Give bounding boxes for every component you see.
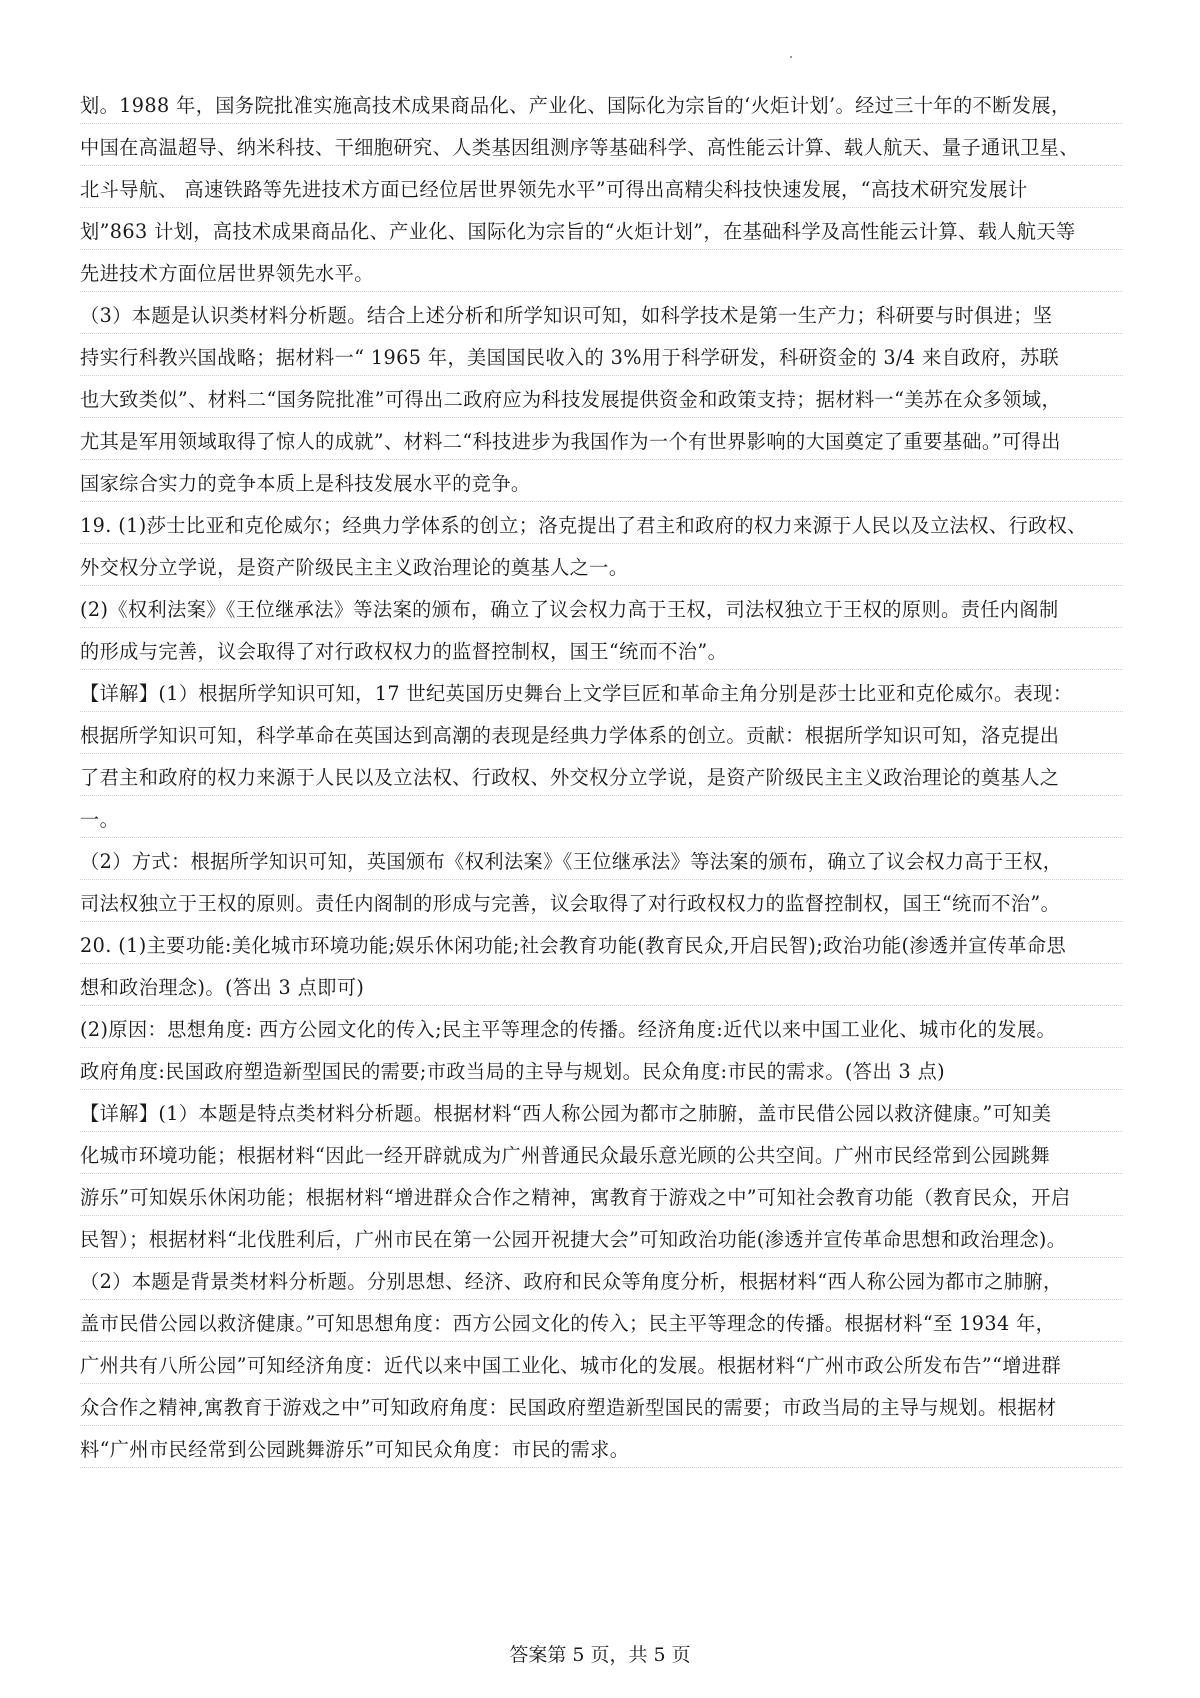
text-line: 料“广州市民经常到公园跳舞游乐”可知民众角度：市民的需求。 — [80, 1426, 1123, 1468]
text-line: 20. (1)主要功能:美化城市环境功能;娱乐休闲功能;社会教育功能(教育民众,开启民智);政治功能(渗透并宣传革命思 — [80, 922, 1123, 964]
text-line: （2）方式：根据所学知识可知，英国颁布《权利法案》《王位继承法》等法案的颁布，确立了议会权力高于王权， — [80, 838, 1123, 880]
text-line: 【详解】(1）根据所学知识可知，17 世纪英国历史舞台上文学巨匠和革命主角分别是莎士比亚和克伦威尔。表现： — [80, 670, 1123, 712]
text-line: 了君主和政府的权力来源于人民以及立法权、行政权、外交权分立学说，是资产阶级民主主义政治理论的奠基人之 — [80, 754, 1123, 796]
text-line: 的形成与完善，议会取得了对行政权权力的监督控制权，国王“统而不治”。 — [80, 628, 1123, 670]
text-line: 广州共有八所公园”可知经济角度：近代以来中国工业化、城市化的发展。根据材料“广州市政公所发布告”“增进群 — [80, 1342, 1123, 1384]
text-line: （2）本题是背景类材料分析题。分别思想、经济、政府和民众等角度分析，根据材料“西人称公园为都市之肺腑， — [80, 1258, 1123, 1300]
text-line: 政府角度:民国政府塑造新型国民的需要;市政当局的主导与规划。民众角度:市民的需求。(答出 3 点) — [80, 1048, 1123, 1090]
text-line: （3）本题是认识类材料分析题。结合上述分析和所学知识可知，如科学技术是第一生产力；科研要与时俱进；坚 — [80, 292, 1123, 334]
text-line: 外交权分立学说，是资产阶级民主主义政治理论的奠基人之一。 — [80, 544, 1123, 586]
scan-dot-mark — [790, 56, 792, 58]
text-line: 中国在高温超导、纳米科技、干细胞研究、人类基因组测序等基础科学、高性能云计算、载人航天、量子通讯卫星、 — [80, 124, 1123, 166]
text-line: 民智）；根据材料“北伐胜利后，广州市民在第一公园开祝捷大会”可知政治功能(渗透并宣传革命思想和政治理念)。 — [80, 1216, 1123, 1258]
text-line: 游乐”可知娱乐休闲功能；根据材料“增进群众合作之精神，寓教育于游戏之中”可知社会教育功能（教育民众，开启 — [80, 1174, 1123, 1216]
text-line: 想和政治理念)。(答出 3 点即可) — [80, 964, 1123, 1006]
text-line: 划。1988 年，国务院批准实施高技术成果商品化、产业化、国际化为宗旨的‘火炬计划’。经过三十年的不断发展， — [80, 82, 1123, 124]
text-line: (2)原因：思想角度: 西方公园文化的传入;民主平等理念的传播。经济角度:近代以来中国工业化、城市化的发展。 — [80, 1006, 1123, 1048]
answer-content — [80, 82, 1123, 1468]
text-line: 司法权独立于王权的原则。责任内阁制的形成与完善，议会取得了对行政权权力的监督控制权，国王“统而不治”。 — [80, 880, 1123, 922]
text-line: 先进技术方面位居世界领先水平。 — [80, 250, 1123, 292]
text-line: 根据所学知识可知，科学革命在英国达到高潮的表现是经典力学体系的创立。贡献：根据所学知识可知，洛克提出 — [80, 712, 1123, 754]
text-line: 19. (1)莎士比亚和克伦威尔；经典力学体系的创立；洛克提出了君主和政府的权力来源于人民以及立法权、行政权、 — [80, 502, 1123, 544]
text-line: 持实行科教兴国战略；据材料一“ 1965 年，美国国民收入的 3%用于科学研发，科研资金的 3/4 来自政府，苏联 — [80, 334, 1123, 376]
text-line: 也大致类似”、材料二“国务院批准”可得出二政府应为科技发展提供资金和政策支持；据材料一“美苏在众多领域， — [80, 376, 1123, 418]
text-line: 盖市民借公园以救济健康。”可知思想角度：西方公园文化的传入；民主平等理念的传播。根据材料“至 1934 年， — [80, 1300, 1123, 1342]
text-line: 北斗导航、 高速铁路等先进技术方面已经位居世界领先水平”可得出高精尖科技快速发展，“高技术研究发展计 — [80, 166, 1123, 208]
page-footer: 答案第 5 页，共 5 页 — [509, 1644, 691, 1666]
text-line: 国家综合实力的竞争本质上是科技发展水平的竞争。 — [80, 460, 1123, 502]
text-line: 【详解】(1）本题是特点类材料分析题。根据材料“西人称公园为都市之肺腑，盖市民借公园以救济健康。”可知美 — [80, 1090, 1123, 1132]
text-line: 尤其是军用领域取得了惊人的成就”、材料二“科技进步为我国作为一个有世界影响的大国奠定了重要基础。”可得出 — [80, 418, 1123, 460]
text-line: 一。 — [80, 796, 1123, 838]
text-line: 划”863 计划，高技术成果商品化、产业化、国际化为宗旨的“火炬计划”，在基础科学及高性能云计算、载人航天等 — [80, 208, 1123, 250]
text-line: (2)《权利法案》《王位继承法》等法案的颁布，确立了议会权力高于王权，司法权独立于王权的原则。责任内阁制 — [80, 586, 1123, 628]
text-line: 众合作之精神,寓教育于游戏之中”可知政府角度：民国政府塑造新型国民的需要；市政当局的主导与规划。根据材 — [80, 1384, 1123, 1426]
text-line: 化城市环境功能；根据材料“因此一经开辟就成为广州普通民众最乐意光顾的公共空间。广州市民经常到公园跳舞 — [80, 1132, 1123, 1174]
